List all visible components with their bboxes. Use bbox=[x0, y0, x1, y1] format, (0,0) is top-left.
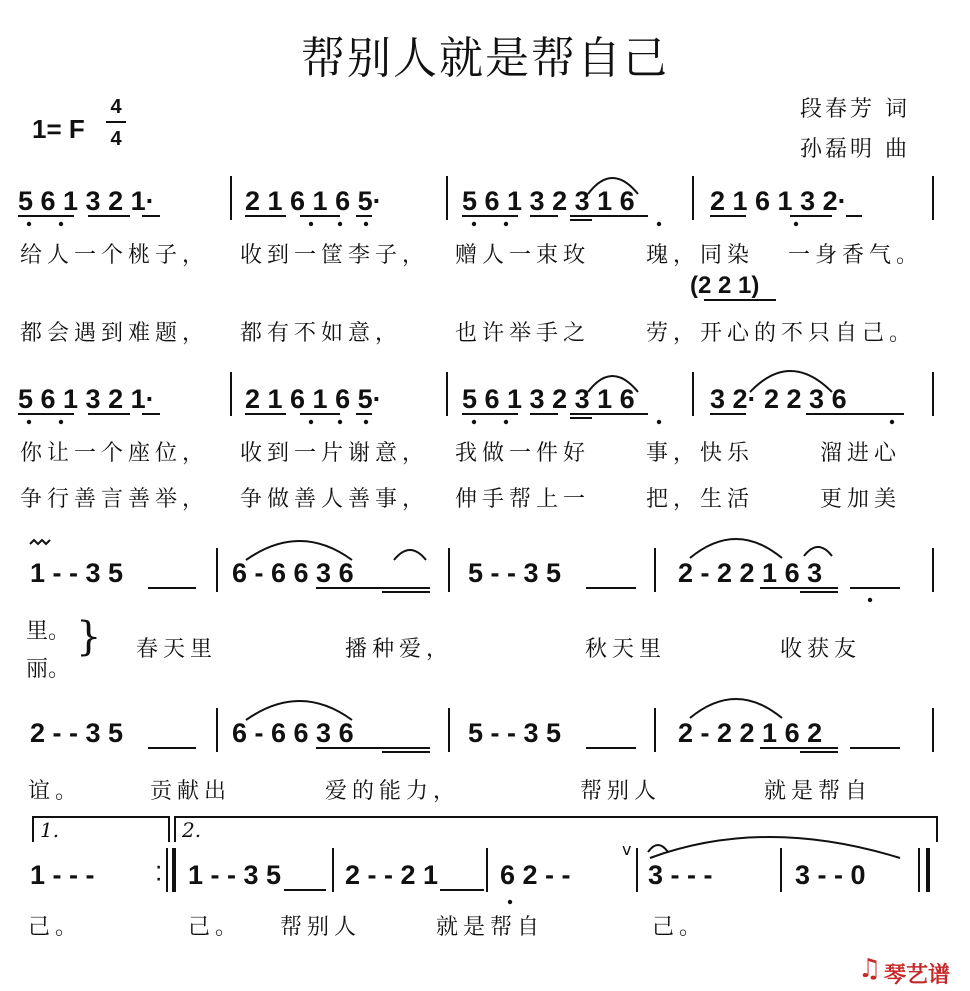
volta-first-label: 1. bbox=[40, 818, 60, 842]
lyric-line1-b: 收到一筐李子， bbox=[240, 243, 430, 268]
lyric-line3-c: 我做一件好 bbox=[455, 441, 591, 466]
row2-measure-2: 2 1 6 1 6 5· bbox=[245, 384, 382, 414]
lyric-line3-a: 你让一个座位， bbox=[20, 441, 210, 466]
row3-measure-4: 2 - 2 2 1 6 3 bbox=[678, 558, 823, 588]
row3-measure-1: 1 - - 3 5 bbox=[30, 558, 124, 588]
row5-measure-2: 1 - - 3 5 bbox=[188, 860, 282, 890]
lyric-line5-a: 春天里 bbox=[136, 637, 218, 662]
lyric-line4-b: 争做善人善事， bbox=[240, 487, 430, 512]
watermark-text: 琴艺谱 bbox=[884, 963, 951, 988]
lyric-line6-a: 谊。 bbox=[28, 779, 83, 804]
row4-measure-2: 6 - 6 6 3 6 bbox=[232, 718, 354, 748]
lyric-line5-d: 收获友 bbox=[780, 637, 862, 662]
row4-measure-4: 2 - 2 2 1 6 2 bbox=[678, 718, 823, 748]
row1-measure-2: 2 1 6 1 6 5· bbox=[245, 186, 382, 216]
row4-measure-3: 5 - - 3 5 bbox=[468, 718, 562, 748]
lyric-line4-c: 伸手帮上一 bbox=[455, 487, 591, 512]
lyric-line2-c: 也许举手之 bbox=[455, 321, 591, 346]
lyric-line5-c: 秋天里 bbox=[585, 637, 667, 662]
lyric-line7-e: 己。 bbox=[652, 915, 707, 940]
row4-measure-1: 2 - - 3 5 bbox=[30, 718, 124, 748]
lyric-line4-e: 更加美 bbox=[820, 487, 902, 512]
row2-measure-4: 3 2· 2 2 3 6 bbox=[710, 384, 847, 414]
lyric-line7-d: 就是帮自 bbox=[436, 915, 545, 940]
row1-measure-3: 5 6 1 3 2 3 1 6 bbox=[462, 186, 635, 216]
row5-measure-3: 2 - - 2 1 bbox=[345, 860, 439, 890]
composer-credit: 孙磊明 曲 bbox=[800, 137, 910, 162]
lyric-line4-a: 争行善言善举， bbox=[20, 487, 210, 512]
lyric-line5-top: 里。 bbox=[26, 619, 71, 644]
watermark-icon: ♫ bbox=[858, 954, 882, 984]
row5-measure-5: 3 - - - bbox=[648, 860, 713, 890]
volta-second-label: 2. bbox=[182, 818, 202, 842]
lyric-line2-d: 劳，开心的不只自己。 bbox=[646, 321, 917, 346]
song-title: 帮别人就是帮自己 bbox=[301, 33, 669, 84]
alternate-notes: (2 2 1) bbox=[690, 272, 760, 299]
row1-measure-1: 5 6 1 3 2 1· bbox=[18, 186, 155, 216]
row2-measure-3: 5 6 1 3 2 3 1 6 bbox=[462, 384, 635, 414]
lyric-line1-d: 瑰，同染 bbox=[646, 243, 755, 268]
breath-mark: v bbox=[622, 840, 632, 859]
row5-measure-6: 3 - - 0 bbox=[795, 860, 866, 890]
lyric-line7-a: 己。 bbox=[28, 915, 83, 940]
lyric-line1-c: 赠人一束玫 bbox=[455, 243, 591, 268]
lyric-line1-a: 给人一个桃子， bbox=[20, 243, 210, 268]
lyric-line7-b: 己。 bbox=[188, 915, 243, 940]
row1-measure-4: 2 1 6 1 3 2· bbox=[710, 186, 847, 216]
row3-measure-3: 5 - - 3 5 bbox=[468, 558, 562, 588]
time-signature-bottom: 4 bbox=[110, 128, 122, 150]
row3-measure-2: 6 - 6 6 3 6 bbox=[232, 558, 354, 588]
lyric-line3-b: 收到一片谢意， bbox=[240, 441, 430, 466]
key-signature: 1= F bbox=[32, 114, 85, 144]
lyric-line2-a: 都会遇到难题， bbox=[20, 321, 210, 346]
lyric-line6-e: 就是帮自 bbox=[764, 779, 873, 804]
lyric-line1-e: 一身香气。 bbox=[788, 243, 924, 268]
lyric-line6-b: 贡献出 bbox=[150, 779, 232, 804]
lyric-line6-d: 帮别人 bbox=[580, 779, 662, 804]
row2-measure-1: 5 6 1 3 2 1· bbox=[18, 384, 155, 414]
lyric-line2-b: 都有不如意， bbox=[240, 321, 403, 346]
lyric-line5-b: 播种爱， bbox=[345, 637, 454, 662]
row5-measure-1: 1 - - - bbox=[30, 860, 95, 890]
lyricist-credit: 段春芳 词 bbox=[800, 97, 910, 122]
lyric-line3-e: 溜进心 bbox=[820, 441, 902, 466]
lyric-line3-d: 事，快乐 bbox=[646, 441, 755, 466]
lyric-line7-c: 帮别人 bbox=[280, 915, 362, 940]
lyric-line6-c: 爱的能力， bbox=[325, 779, 461, 804]
time-signature-top: 4 bbox=[110, 96, 122, 118]
repeat-dots: · · bbox=[156, 860, 162, 888]
lyric-line4-d: 把，生活 bbox=[646, 487, 755, 512]
brace: } bbox=[76, 614, 102, 660]
row5-measure-4: 6 2 - - bbox=[500, 860, 571, 890]
lyric-line5-bottom: 丽。 bbox=[26, 657, 71, 682]
